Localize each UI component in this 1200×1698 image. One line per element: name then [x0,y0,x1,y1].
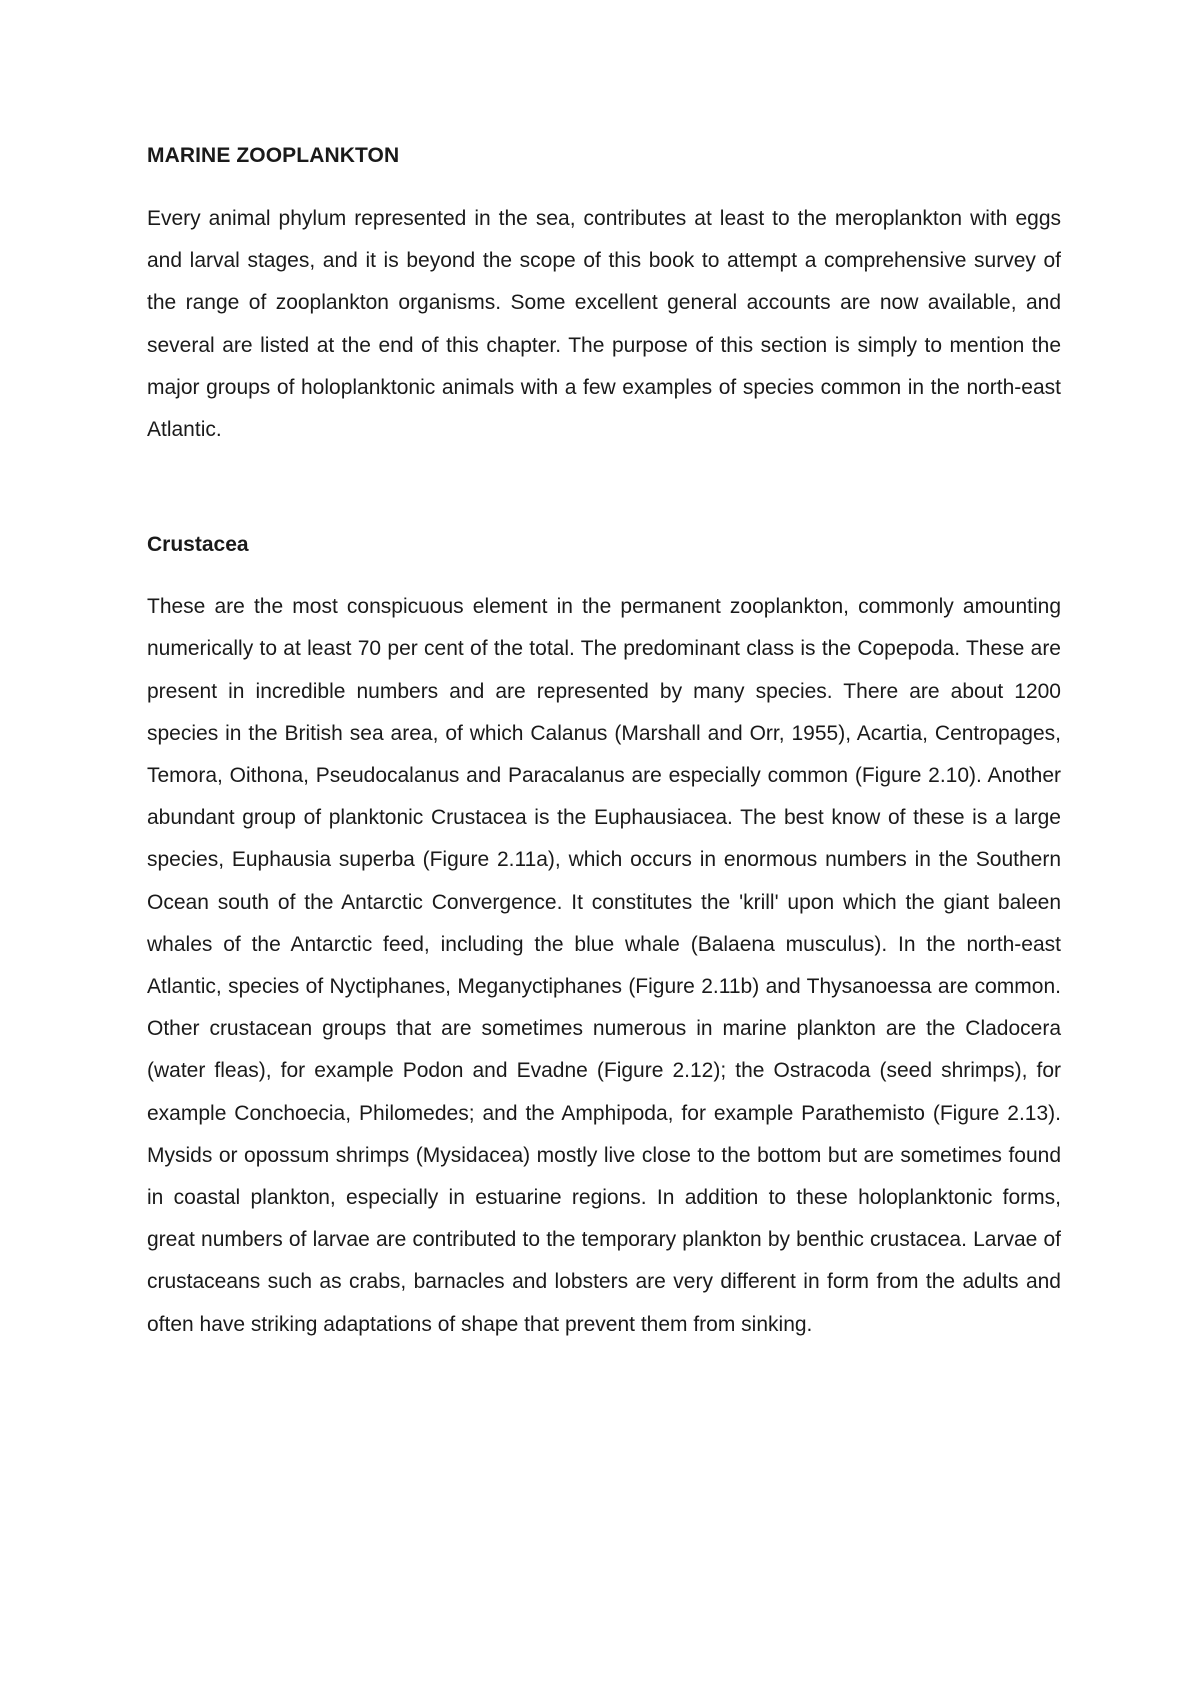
section-heading: Crustacea [147,533,249,557]
page-title: MARINE ZOOPLANKTON [147,144,400,167]
intro-paragraph: Every animal phylum represented in the sea, contributes at least to the meroplankton with eggs and larval stages, and it is beyond the scope of this book to attempt a comprehensive survey of the range of zooplankton organisms. Some excellent general accounts are now available, and several are listed at the end of this chapter. The purpose of this section is simply to mention the major groups of holoplanktonic animals with a few examples of species common in the north-east Atlantic. [147,207,1061,442]
section-crustacea [147,531,1061,1346]
section-paragraph: These are the most conspicuous element in the permanent zooplankton, commonly amounting numerically to at least 70 per cent of the total. The predominant class is the Copepoda. These are present in incredible numbers and are represented by many species. There are about 1200 species in the British sea area, of which Calanus (Marshall and Orr, 1955), Acartia, Centropages, Temora, Oithona, Pseudocalanus and Paracalanus are especially common (Figure 2.10). Another abundant group of planktonic Crustacea is the Euphausiacea. The best know of these is a large species, Euphausia superba (Figure 2.11a), which occurs in enormous numbers in the Southern Ocean south of the Antarctic Convergence. It constitutes the 'krill' upon which the giant baleen whales of the Antarctic feed, including the blue whale (Balaena musculus). In the north-east Atlantic, species of Nyctiphanes, Meganyctiphanes (Figure 2.11b) and Thysanoessa are common. Other crustacean groups that are sometimes numerous in marine plankton are the Cladocera (water fleas), for example Podon and Evadne (Figure 2.12); the Ostracoda (seed shrimps), for example Conchoecia, Philomedes; and the Amphipoda, for example Parathemisto (Figure 2.13). Mysids or opossum shrimps (Mysidacea) mostly live close to the bottom but are sometimes found in coastal plankton, especially in estuarine regions. In addition to these holoplanktonic forms, great numbers of larvae are contributed to the temporary plankton by benthic crustacea. Larvae of crustaceans such as crabs, barnacles and lobsters are very different in form from the adults and often have striking adaptations of shape that prevent them from sinking. [147,595,1061,1336]
document-page [147,142,1061,1346]
